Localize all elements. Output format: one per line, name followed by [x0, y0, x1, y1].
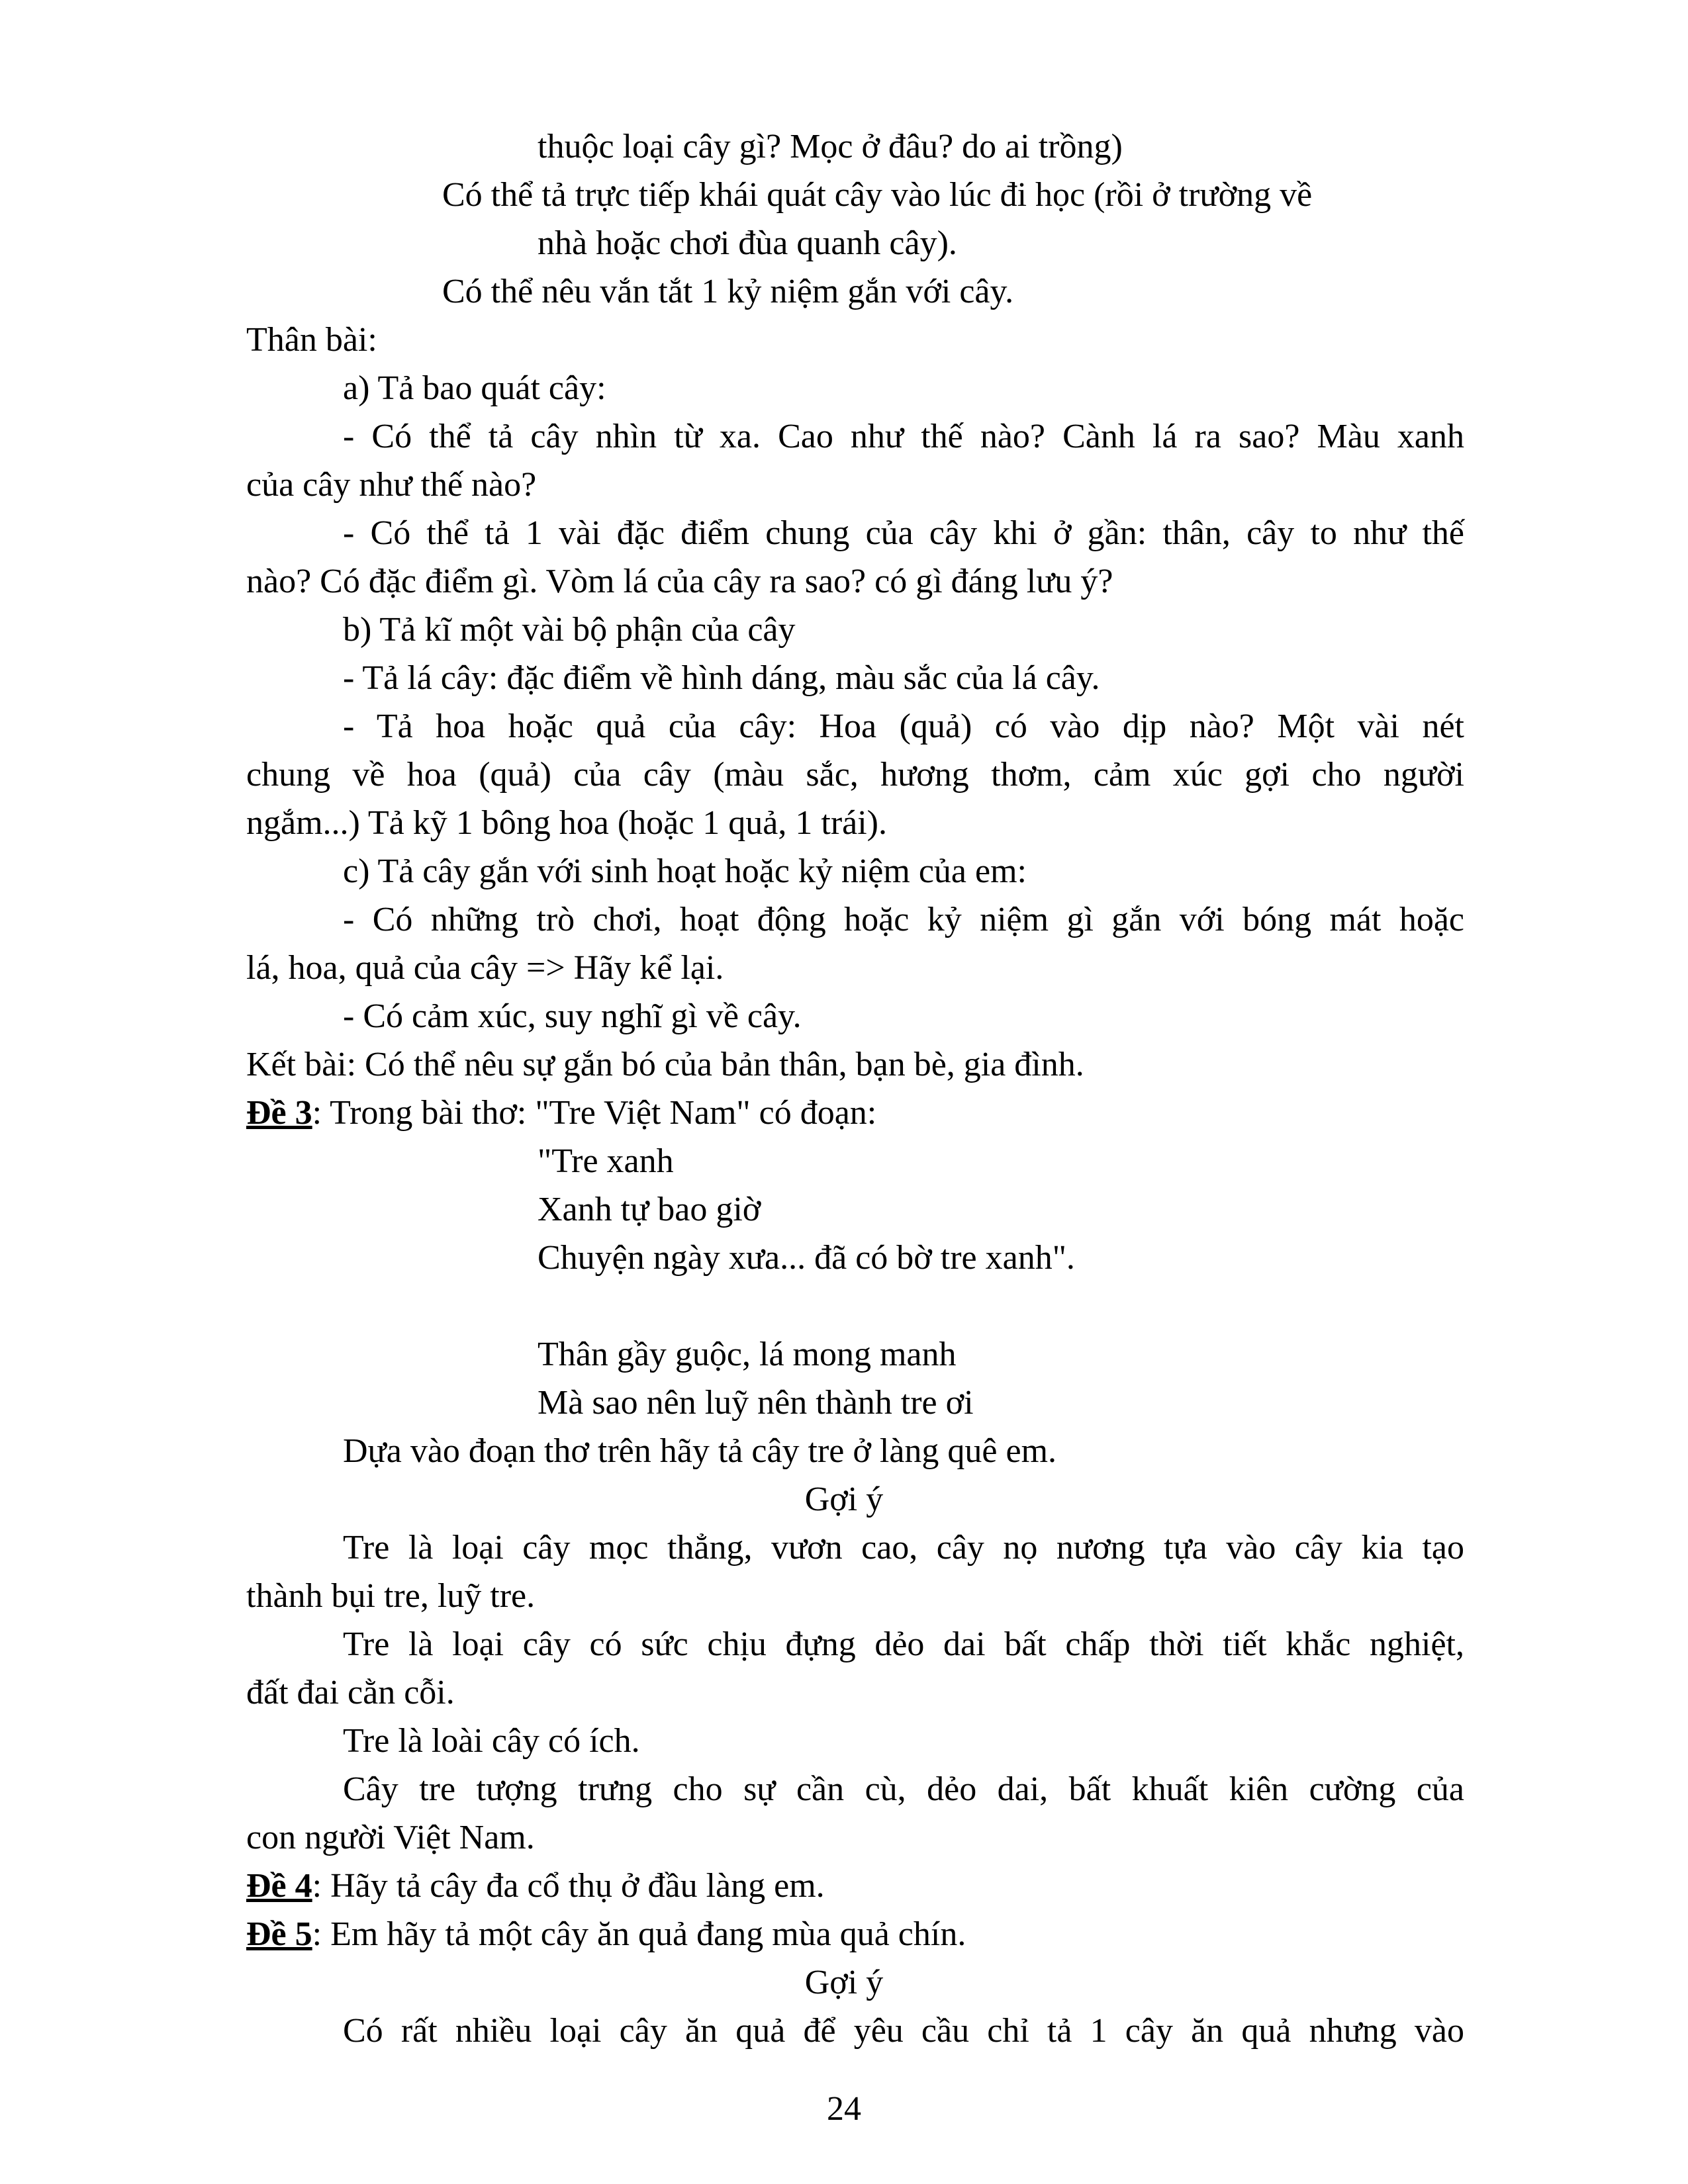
poem-line-5: Mà sao nên luỹ nên thành tre ơi	[538, 1384, 974, 1422]
section-a-heading: a) Tả bao quát cây:	[343, 369, 606, 407]
intro-line-4: Có thể nêu vắn tắt 1 kỷ niệm gắn với cây.	[442, 273, 1014, 310]
a2-line-1: - Có thể tả 1 vài đặc điểm chung của cây khi ở gần: thân, cây to như thế	[343, 514, 1464, 552]
c2-line: - Có cảm xúc, suy nghĩ gì về cây.	[343, 997, 802, 1035]
ket-bai: Kết bài: Có thể nêu sự gắn bó của bản thân, bạn bè, gia đình.	[246, 1046, 1084, 1083]
b2-line-2: chung về hoa (quả) của cây (màu sắc, hương thơm, cảm xúc gợi cho người	[246, 756, 1464, 794]
intro-line-1: thuộc loại cây gì? Mọc ở đâu? do ai trồng)	[538, 128, 1123, 165]
b2-line-1: - Tả hoa hoặc quả của cây: Hoa (quả) có vào dịp nào? Một vài nét	[343, 707, 1464, 745]
de3-label: Đề 3	[246, 1094, 312, 1132]
hint2-line-2: đất đai cằn cỗi.	[246, 1674, 455, 1711]
poem-line-4: Thân gầy guộc, lá mong manh	[538, 1336, 957, 1373]
b2-line-3: ngắm...) Tả kỹ 1 bông hoa (hoặc 1 quả, 1 trái).	[246, 804, 887, 842]
de3-line	[246, 1089, 876, 1138]
than-bai-heading: Thân bài:	[246, 321, 377, 359]
de3-task: Dựa vào đoạn thơ trên hãy tả cây tre ở làng quê em.	[343, 1432, 1057, 1470]
de4-text: : Hãy tả cây đa cổ thụ ở đầu làng em.	[312, 1867, 825, 1905]
de5-line	[246, 1910, 966, 1959]
section-b-heading: b) Tả kĩ một vài bộ phận của cây	[343, 611, 796, 649]
de3-text: : Trong bài thơ: "Tre Việt Nam" có đoạn:	[312, 1094, 877, 1132]
hint4-line-2: con người Việt Nam.	[246, 1819, 535, 1856]
de4-label: Đề 4	[246, 1867, 312, 1905]
c1-line-2: lá, hoa, quả của cây => Hãy kể lại.	[246, 949, 724, 987]
hint4-line-1: Cây tre tượng trưng cho sự cần cù, dẻo dai, bất khuất kiên cường của	[343, 1770, 1464, 1808]
intro-line-3: nhà hoặc chơi đùa quanh cây).	[538, 224, 957, 262]
de5-label: Đề 5	[246, 1915, 312, 1953]
c1-line-1: - Có những trò chơi, hoạt động hoặc kỷ niệm gì gắn với bóng mát hoặc	[343, 901, 1464, 938]
de5-text: : Em hãy tả một cây ăn quả đang mùa quả chín.	[312, 1915, 966, 1953]
page-number: 24	[827, 2090, 861, 2128]
hint3-line: Tre là loài cây có ích.	[343, 1722, 640, 1760]
b1-line: - Tả lá cây: đặc điểm về hình dáng, màu sắc của lá cây.	[343, 659, 1100, 697]
hint1-line-1: Tre là loại cây mọc thẳng, vươn cao, cây nọ nương tựa vào cây kia tạo	[343, 1529, 1464, 1567]
intro-line-2: Có thể tả trực tiếp khái quát cây vào lúc đi học (rồi ở trường về	[442, 176, 1313, 214]
a1-line-1: - Có thể tả cây nhìn từ xa. Cao như thế nào? Cành lá ra sao? Màu xanh	[343, 418, 1464, 455]
a1-line-2: của cây như thế nào?	[246, 466, 537, 504]
poem-line-1: "Tre xanh	[538, 1142, 674, 1180]
poem-line-3: Chuyện ngày xưa... đã có bờ tre xanh".	[538, 1239, 1075, 1277]
a2-line-2: nào? Có đặc điểm gì. Vòm lá của cây ra sao? có gì đáng lưu ý?	[246, 563, 1113, 600]
de5-hint-title: Gợi ý	[804, 1964, 884, 2001]
hint2-line-1: Tre là loại cây có sức chịu đựng dẻo dai bất chấp thời tiết khắc nghiệt,	[343, 1625, 1464, 1663]
poem-line-2: Xanh tự bao giờ	[538, 1191, 761, 1228]
de3-hint-title: Gợi ý	[804, 1480, 884, 1518]
de4-line	[246, 1862, 825, 1911]
de5-hint-line-1: Có rất nhiều loại cây ăn quả để yêu cầu chỉ tả 1 cây ăn quả nhưng vào	[343, 2012, 1464, 2050]
section-c-heading: c) Tả cây gắn với sinh hoạt hoặc kỷ niệm của em:	[343, 852, 1027, 890]
hint1-line-2: thành bụi tre, luỹ tre.	[246, 1577, 536, 1615]
